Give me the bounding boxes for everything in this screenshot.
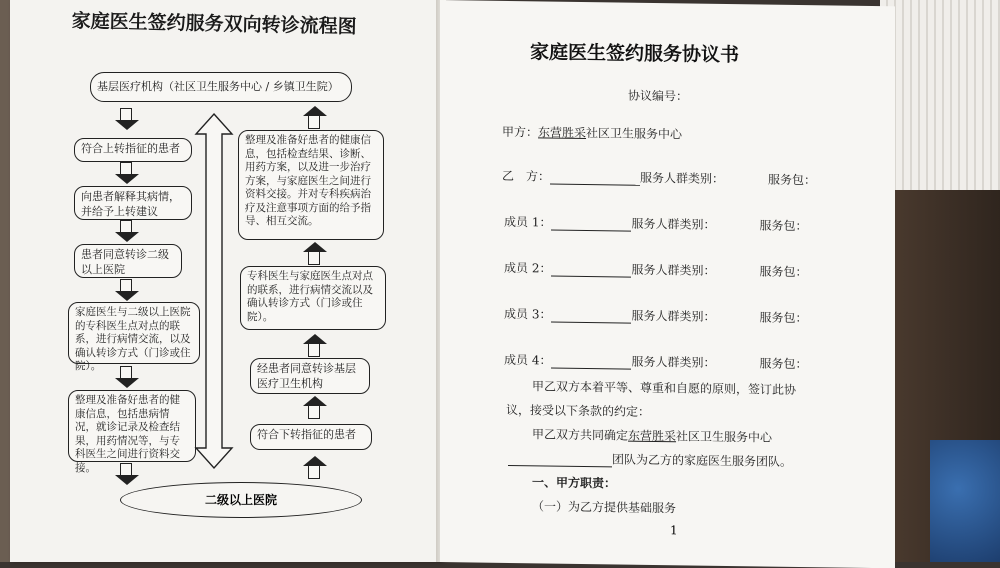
para2-suffix: 社区卫生服务中心: [676, 429, 773, 445]
para2b-text: 团队为乙方的家庭医生服务团队。: [612, 452, 793, 469]
agreement-title: 家庭医生签约服务协议书: [530, 41, 740, 67]
agreement-number: [628, 87, 688, 105]
package-label: 服务包：: [768, 172, 817, 188]
left-step-3: 患者同意转诊二级以上医院: [74, 244, 182, 278]
party-a-suffix: 社区卫生服务中心: [586, 126, 683, 142]
para2-value: 东营胜采: [628, 428, 677, 444]
party-a-value: 东营胜采: [538, 125, 587, 141]
blank-line: [551, 262, 631, 278]
para2-prefix: 甲乙双方共同确定: [532, 427, 629, 443]
arrow-down-icon: [120, 366, 134, 388]
left-step-5: 整理及准备好患者的健康信息，包括患病情况，就诊记录及检查结果，用药情况等，与专科医生之间进行资料交接。: [68, 390, 196, 462]
paragraph-2a: [532, 425, 772, 445]
package-label: 服务包：: [759, 218, 808, 234]
blank-line: [550, 170, 640, 186]
blank-line: [551, 308, 631, 324]
party-b-label: 乙 方：: [502, 168, 551, 184]
agreement-page: [440, 0, 895, 568]
arrow-down-icon: [120, 463, 134, 485]
double-arrow-icon: [194, 112, 234, 470]
right-step-1: 整理及准备好患者的健康信息，包括检查结果、诊断、用药方案，以及进一步治疗方案，与家庭医生之间进行资料交接。并对专科疾病治疗及注意事项方面的给予指导、相互交流。: [238, 130, 384, 240]
member-label: 成员 3：: [504, 306, 552, 322]
category-label: 服务人群类别：: [631, 216, 716, 232]
blue-cloth: [930, 440, 1000, 562]
arrow-up-icon: [308, 106, 322, 128]
category-label: 服务人群类别：: [640, 170, 725, 186]
arrow-up-icon: [308, 334, 322, 356]
right-step-4: 符合下转指征的患者: [250, 424, 372, 450]
package-label: 服务包：: [759, 264, 808, 280]
member-line-1: [504, 213, 807, 234]
number-label: 协议编号：: [628, 88, 689, 104]
left-step-2: 向患者解释其病情，并给予上转建议: [74, 186, 192, 220]
arrow-up-icon: [308, 242, 322, 264]
category-label: 服务人群类别：: [631, 354, 716, 370]
right-step-3: 经患者同意转诊基层医疗卫生机构: [250, 358, 370, 394]
party-a-label: 甲方：: [502, 124, 539, 140]
member-label: 成员 1：: [504, 214, 552, 230]
arrow-down-icon: [120, 220, 134, 242]
arrow-down-icon: [120, 279, 134, 301]
paragraph-1b: 议，接受以下条款的约定：: [506, 402, 651, 419]
blank-line: [551, 354, 631, 370]
left-step-4: 家庭医生与二级以上医院的专科医生点对点的联系，进行病情交流，以及确认转诊方式（门诊或住院）。: [68, 302, 200, 364]
member-label: 成员 2：: [504, 260, 552, 276]
section-1-heading: 一、甲方职责：: [532, 475, 617, 491]
blank-line: [551, 216, 631, 232]
arrow-down-icon: [120, 108, 134, 130]
section-1-item-1: （一）为乙方提供基础服务: [532, 499, 677, 516]
page-number: 1: [670, 523, 678, 538]
party-b-line: [502, 167, 816, 188]
member-line-4: [504, 351, 807, 372]
paragraph-1a: 甲乙双方本着平等、尊重和自愿的原则，签订此协: [532, 379, 797, 397]
member-label: 成员 4：: [504, 352, 552, 368]
member-line-2: [504, 259, 807, 280]
package-label: 服务包：: [759, 310, 808, 326]
paper-stack: [880, 0, 1000, 190]
flowchart-title: 家庭医生签约服务双向转诊流程图: [71, 9, 357, 38]
bottom-oval-hospital: 二级以上医院: [120, 482, 362, 518]
package-label: 服务包：: [759, 356, 808, 372]
category-label: 服务人群类别：: [631, 262, 716, 278]
left-step-1: 符合上转指征的患者: [74, 138, 192, 162]
paragraph-2b: [508, 449, 792, 470]
arrow-up-icon: [308, 396, 322, 418]
arrow-up-icon: [308, 456, 322, 478]
top-box-primary-care: 基层医疗机构（社区卫生服务中心 / 乡镇卫生院）: [90, 72, 352, 102]
flowchart-page: [10, 0, 442, 562]
right-step-2: 专科医生与家庭医生点对点的联系，进行病情交流以及确认转诊方式（门诊或住院）。: [240, 266, 386, 330]
arrow-down-icon: [120, 162, 134, 184]
member-line-3: [504, 305, 807, 326]
blank-line: [508, 451, 612, 467]
party-a-line: [502, 123, 682, 143]
category-label: 服务人群类别：: [631, 308, 716, 324]
